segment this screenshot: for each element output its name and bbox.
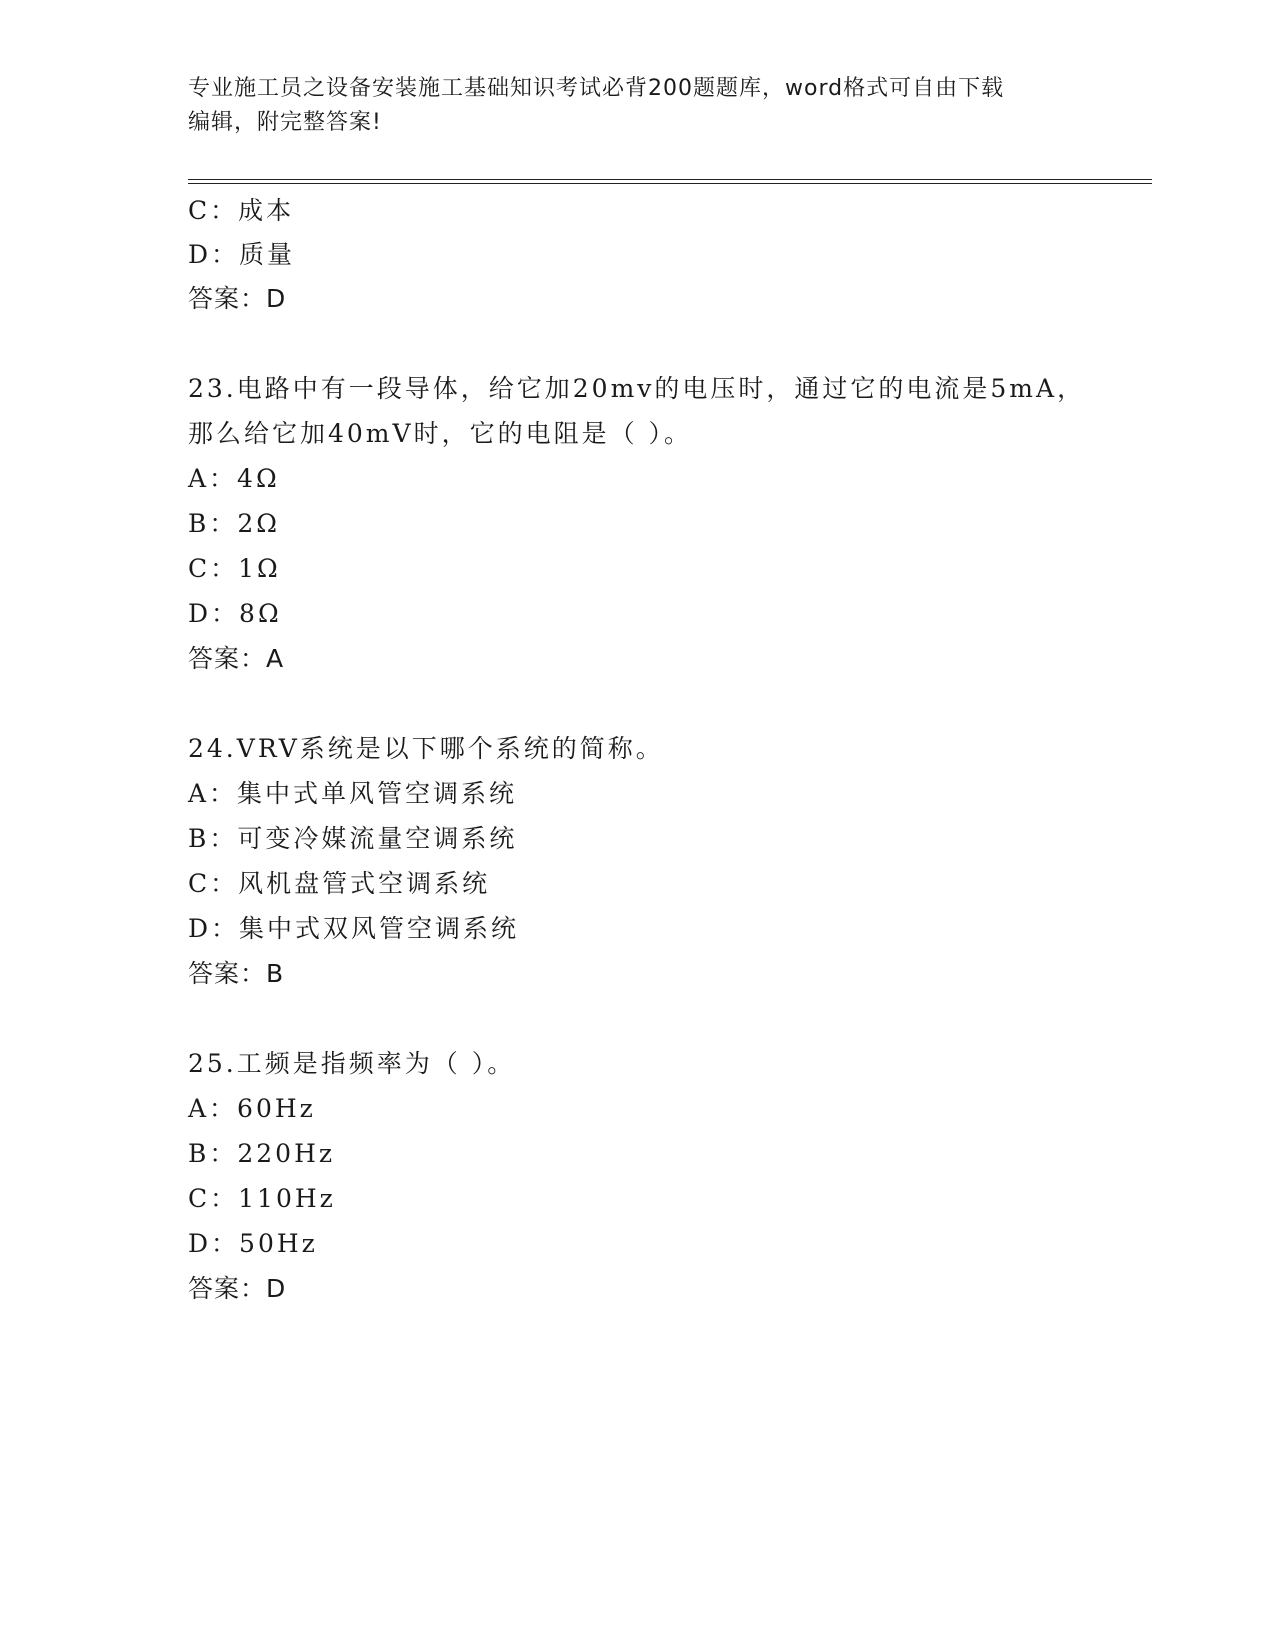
header-line-2: 编辑，附完整答案! [188, 110, 382, 135]
document-header [188, 72, 1088, 140]
q23-option-c: C：1Ω [188, 554, 281, 583]
header-divider-top [188, 179, 1152, 180]
q25-option-c: C：110Hz [188, 1184, 336, 1213]
q24-option-b: B：可变冷媒流量空调系统 [188, 824, 518, 853]
q22-option-c: C：成本 [188, 196, 295, 225]
header-divider-bottom [188, 183, 1152, 184]
q23-stem-line-1: 23.电路中有一段导体，给它加20mv的电压时，通过它的电流是5mA， [188, 374, 1086, 403]
q25-answer: 答案：D [188, 1274, 287, 1303]
q23-answer: 答案：A [188, 644, 285, 673]
q24-answer: 答案：B [188, 959, 285, 988]
q22-answer: 答案：D [188, 284, 287, 313]
q25-option-d: D：50Hz [188, 1229, 318, 1258]
q23-stem-line-2: 那么给它加40mV时，它的电阻是（ ）。 [188, 419, 693, 448]
header-line-1: 专业施工员之设备安装施工基础知识考试必背200题题库，word格式可自由下载 [188, 76, 1005, 101]
q24-option-d: D：集中式双风管空调系统 [188, 914, 520, 943]
q23-option-b: B：2Ω [188, 509, 281, 538]
q24-option-c: C：风机盘管式空调系统 [188, 869, 491, 898]
q24-option-a: A：集中式单风管空调系统 [188, 779, 518, 808]
q23-option-d: D：8Ω [188, 599, 282, 628]
q24-stem: 24.VRV系统是以下哪个系统的简称。 [188, 734, 664, 763]
q22-option-d: D：质量 [188, 240, 296, 269]
q25-stem: 25.工频是指频率为（ ）。 [188, 1049, 516, 1078]
q23-option-a: A：4Ω [188, 464, 280, 493]
q25-option-b: B：220Hz [188, 1139, 336, 1168]
q25-option-a: A：60Hz [188, 1094, 316, 1123]
